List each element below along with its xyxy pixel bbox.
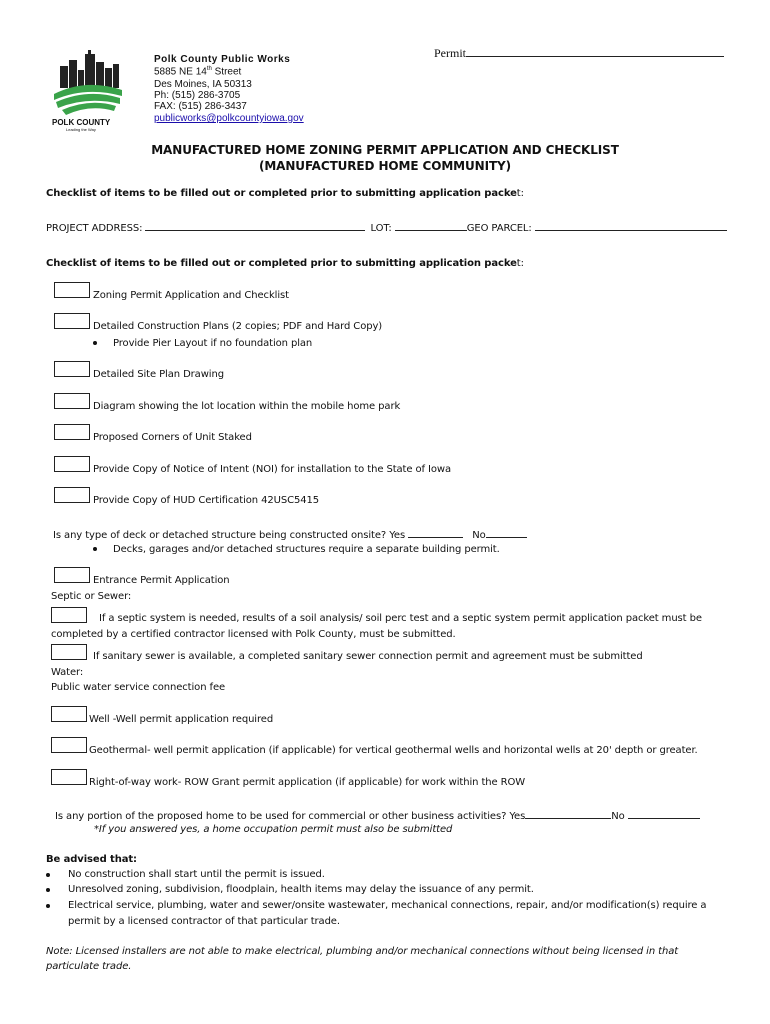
checklist-heading-1-text: Checklist of items to be filled out or completed prior to submitting application packe bbox=[46, 188, 517, 199]
bullet-dot-icon bbox=[93, 547, 97, 551]
deck-bullet: Decks, garages and/or detached structures require a separate building permit. bbox=[113, 544, 500, 555]
geo-parcel-label: GEO PARCEL: bbox=[466, 223, 532, 234]
bullet-dot-icon bbox=[46, 904, 50, 908]
sewer-text: If sanitary sewer is available, a completed sanitary sewer connection permit and agreement must be submitted bbox=[93, 651, 643, 662]
note-line2: particulate trade. bbox=[46, 961, 132, 972]
item-pier-layout: Provide Pier Layout if no foundation plan bbox=[113, 338, 313, 349]
geo-parcel-input[interactable] bbox=[535, 220, 727, 231]
project-address-row bbox=[46, 220, 727, 234]
advised-bullet-3-line2: permit by a licensed contractor of that particular trade. bbox=[68, 916, 340, 927]
address-city: Des Moines, IA 50313 bbox=[154, 79, 252, 90]
lot-input[interactable] bbox=[395, 220, 467, 231]
checkbox-septic[interactable] bbox=[51, 607, 87, 623]
logo-text: POLK COUNTY bbox=[52, 118, 111, 127]
item-corners-staked: Proposed Corners of Unit Staked bbox=[93, 432, 252, 443]
septic-text-line1: If a septic system is needed, results of a soil analysis/ soil perc test and a septic system permit application packet must be bbox=[99, 613, 702, 624]
page-subtitle: (MANUFACTURED HOME COMMUNITY) bbox=[258, 159, 512, 173]
commercial-no-input[interactable] bbox=[628, 808, 700, 819]
item-row: Right-of-way work- ROW Grant permit application (if applicable) for work within the ROW bbox=[89, 777, 526, 788]
deck-no-label: No bbox=[472, 530, 486, 541]
org-name: Polk County Public Works bbox=[154, 54, 291, 65]
checkbox-geothermal[interactable] bbox=[51, 737, 87, 753]
checklist-heading-2 bbox=[46, 258, 524, 269]
checkbox-zoning-permit[interactable] bbox=[54, 282, 90, 298]
address-sup: th bbox=[206, 66, 212, 72]
checklist-heading-2-text: Checklist of items to be filled out or completed prior to submitting application packe bbox=[46, 258, 517, 269]
checkbox-hud-cert[interactable] bbox=[54, 487, 90, 503]
advised-bullet-3-line1: Electrical service, plumbing, water and sewer/onsite wastewater, mechanical connections, repair, and/or modification(s) require a bbox=[68, 900, 707, 911]
address-number: 5885 NE 14 bbox=[154, 66, 207, 78]
checkbox-noi-copy[interactable] bbox=[54, 456, 90, 472]
item-entrance-permit: Entrance Permit Application bbox=[93, 575, 230, 586]
commercial-note: *If you answered yes, a home occupation permit must also be submitted bbox=[94, 824, 453, 835]
checkbox-sewer[interactable] bbox=[51, 644, 87, 660]
advised-heading: Be advised that: bbox=[46, 854, 137, 865]
bullet-dot-icon bbox=[46, 873, 50, 877]
lot-label: LOT: bbox=[370, 223, 392, 234]
polk-county-logo-icon bbox=[50, 48, 128, 132]
fax: FAX: (515) 286-3437 bbox=[154, 101, 247, 112]
item-noi-copy: Provide Copy of Notice of Intent (NOI) for installation to the State of Iowa bbox=[93, 464, 451, 475]
permit-label: Permit bbox=[434, 46, 466, 60]
item-zoning-permit: Zoning Permit Application and Checklist bbox=[93, 290, 289, 301]
logo-tagline: Leading the Way bbox=[66, 127, 96, 132]
checklist-heading-2-tail: t: bbox=[516, 258, 524, 269]
bullet-dot-icon bbox=[46, 888, 50, 892]
checkbox-entrance-permit[interactable] bbox=[54, 567, 90, 583]
septic-text-line2: completed by a certified contractor licensed with Polk County, must be submitted. bbox=[51, 629, 456, 640]
checklist-heading-1 bbox=[46, 188, 524, 199]
page-title: MANUFACTURED HOME ZONING PERMIT APPLICATION AND CHECKLIST bbox=[151, 143, 619, 157]
advised-bullet-1: No construction shall start until the permit is issued. bbox=[68, 869, 325, 880]
commercial-no-label: No bbox=[611, 811, 625, 822]
phone: Ph: (515) 286-3705 bbox=[154, 90, 241, 101]
item-hud-cert: Provide Copy of HUD Certification 42USC5415 bbox=[93, 495, 320, 506]
address-street: Street bbox=[211, 66, 242, 78]
commercial-question: Is any portion of the proposed home to be used for commercial or other business activities? Yes bbox=[55, 811, 526, 822]
checklist-heading-1-tail: t: bbox=[516, 188, 524, 199]
advised-bullet-2: Unresolved zoning, subdivision, floodplain, health items may delay the issuance of any permit. bbox=[68, 884, 534, 895]
septic-heading: Septic or Sewer: bbox=[51, 591, 132, 602]
deck-question-row bbox=[53, 527, 527, 541]
project-address-input[interactable] bbox=[145, 220, 365, 231]
checkbox-well[interactable] bbox=[51, 706, 87, 722]
checkbox-lot-diagram[interactable] bbox=[54, 393, 90, 409]
water-heading: Water: bbox=[51, 667, 84, 678]
deck-question: Is any type of deck or detached structure being constructed onsite? Yes bbox=[53, 530, 406, 541]
commercial-question-row bbox=[55, 808, 700, 822]
permit-field[interactable] bbox=[434, 46, 724, 61]
checkbox-site-plan[interactable] bbox=[54, 361, 90, 377]
item-geothermal: Geothermal- well permit application (if applicable) for vertical geothermal wells and horizontal wells at 20' depth or greater. bbox=[89, 745, 698, 756]
checkbox-row[interactable] bbox=[51, 769, 87, 785]
permit-underline[interactable] bbox=[466, 46, 724, 57]
item-lot-diagram: Diagram showing the lot location within the mobile home park bbox=[93, 401, 401, 412]
item-well: Well -Well permit application required bbox=[89, 714, 274, 725]
commercial-yes-input[interactable] bbox=[525, 808, 611, 819]
project-address-label: PROJECT ADDRESS: bbox=[46, 223, 143, 234]
note-line1: Note: Licensed installers are not able to make electrical, plumbing and/or mechanical connections without being licensed in that bbox=[46, 946, 679, 957]
checkbox-construction-plans[interactable] bbox=[54, 313, 90, 329]
item-site-plan: Detailed Site Plan Drawing bbox=[93, 369, 224, 380]
bullet-dot-icon bbox=[93, 341, 97, 345]
email-link[interactable]: publicworks@polkcountyiowa.gov bbox=[154, 113, 304, 124]
deck-no-input[interactable] bbox=[486, 527, 527, 538]
checkbox-corners-staked[interactable] bbox=[54, 424, 90, 440]
address-line bbox=[154, 66, 241, 77]
item-construction-plans: Detailed Construction Plans (2 copies; PDF and Hard Copy) bbox=[93, 321, 383, 332]
water-public: Public water service connection fee bbox=[51, 682, 226, 693]
deck-yes-input[interactable] bbox=[408, 527, 463, 538]
